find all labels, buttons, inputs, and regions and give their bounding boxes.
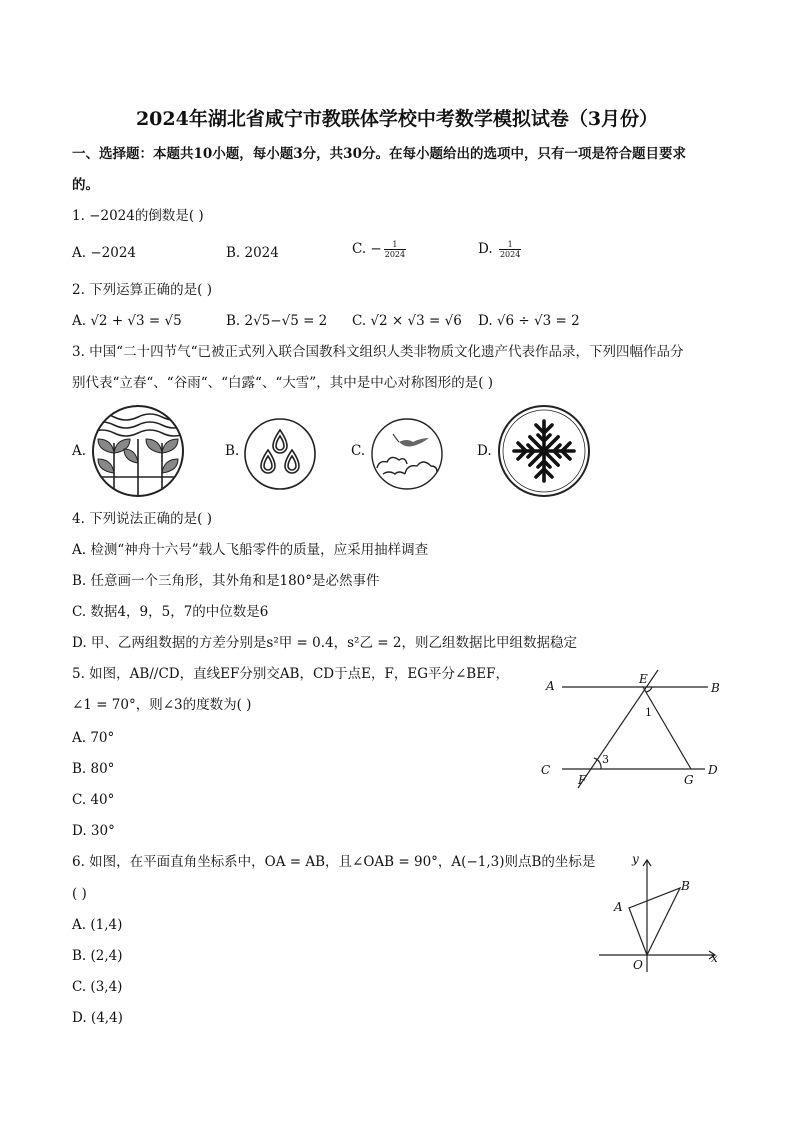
q4-option-b: B. 任意画一个三角形，其外角和是180°是必然事件 [72, 573, 380, 589]
q1-option-b: B. 2024 [226, 245, 279, 261]
q6-stem-line1: 6. 如图，在平面直角坐标系中，OA = AB，且∠OAB = 90°，A(−1,3)则点B的坐标是 [72, 854, 596, 870]
q5-option-d: D. 30° [72, 823, 115, 839]
line-ef [578, 670, 658, 788]
q2-stem: 2. 下列运算正确的是( ) [72, 282, 212, 298]
q1-option-d-fraction: $\frac{1}{2024}$ [499, 240, 521, 259]
origin-label: O [633, 958, 643, 972]
q1-option-c: C. − $\frac{1}{2024}$ [352, 240, 406, 259]
q3-label-b: B. [225, 443, 240, 459]
q2-option-c: C. √2 × √3 = √6 [352, 313, 462, 329]
label-g: G [684, 773, 694, 787]
point-a-label: A [614, 900, 623, 914]
q4-option-a: A. 检测“神舟十六号”载人飞船零件的质量，应采用抽样调查 [72, 542, 429, 558]
q5-option-b: B. 80° [72, 761, 115, 777]
label-f: F [578, 773, 587, 787]
q5-option-c: C. 40° [72, 792, 115, 808]
section-heading-line1: 一、选择题：本题共10小题，每小题3分，共30分。在每小题给出的选项中，只有一项是符合题目要求 [72, 146, 686, 162]
q6-option-b: B. (2,4) [72, 948, 123, 964]
q1-stem: 1. −2024的倒数是( ) [72, 208, 204, 224]
guyu-figure-icon [242, 416, 318, 492]
bailu-figure-icon [369, 416, 445, 492]
q1-option-a: A. −2024 [72, 245, 136, 261]
angle-1-label: 1 [645, 706, 652, 719]
q6-option-a: A. (1,4) [72, 917, 123, 933]
q2-option-b: B. 2√5−√5 = 2 [226, 313, 328, 329]
label-d: D [708, 763, 718, 777]
q3-stem-line1: 3. 中国“二十四节气“已被正式列入联合国教科文组织人类非物质文化遗产代表作品录，下列四幅作品分 [72, 344, 684, 360]
point-b-label: B [681, 879, 690, 893]
q6-option-c: C. (3,4) [72, 979, 123, 995]
label-b: B [711, 681, 720, 695]
q4-stem: 4. 下列说法正确的是( ) [72, 511, 212, 527]
q4-option-c: C. 数据4，9，5，7的中位数是6 [72, 604, 269, 620]
q3-stem-line2: 别代表“立春“、“谷雨“、“白露“、“大雪”，其中是中心对称图形的是( ) [72, 375, 494, 391]
triangle-oab [629, 888, 680, 955]
label-e: E [639, 672, 648, 686]
label-c: C [541, 763, 551, 777]
daxue-snowflake-icon [496, 403, 592, 499]
q6-coordinate-figure [595, 848, 725, 973]
angle-3-label: 3 [602, 753, 609, 766]
label-a: A [546, 679, 555, 693]
page-title: 2024年湖北省咸宁市教联体学校中考数学模拟试卷（3月份） [135, 108, 659, 130]
q5-geometry-figure [540, 668, 730, 792]
section-heading-line2: 的。 [72, 177, 99, 193]
q6-option-d: D. (4,4) [72, 1010, 123, 1026]
q5-stem-line2: ∠1 = 70°，则∠3的度数为( ) [72, 697, 252, 713]
q1-option-c-fraction: $\frac{1}{2024}$ [384, 240, 406, 259]
lichun-figure-icon [90, 403, 186, 499]
q6-stem-line2: ( ) [72, 886, 87, 902]
q3-label-d: D. [477, 443, 492, 459]
q1-option-d: D. $\frac{1}{2024}$ [478, 240, 521, 259]
y-axis-label: y [632, 852, 639, 866]
q5-option-a: A. 70° [72, 730, 115, 746]
q2-option-d: D. √6 ÷ √3 = 2 [478, 313, 580, 329]
x-axis-label: x [711, 951, 718, 965]
q3-label-a: A. [72, 443, 87, 459]
q4-option-d: D. 甲、乙两组数据的方差分别是s²甲 = 0.4，s²乙 = 2，则乙组数据比甲组数据稳定 [72, 635, 577, 651]
line-eg [643, 687, 691, 769]
q5-stem-line1: 5. 如图，AB//CD，直线EF分别交AB，CD于点E，F，EG平分∠BEF， [72, 666, 509, 682]
q2-option-a: A. √2 + √3 = √5 [72, 313, 182, 329]
q3-label-c: C. [351, 443, 366, 459]
